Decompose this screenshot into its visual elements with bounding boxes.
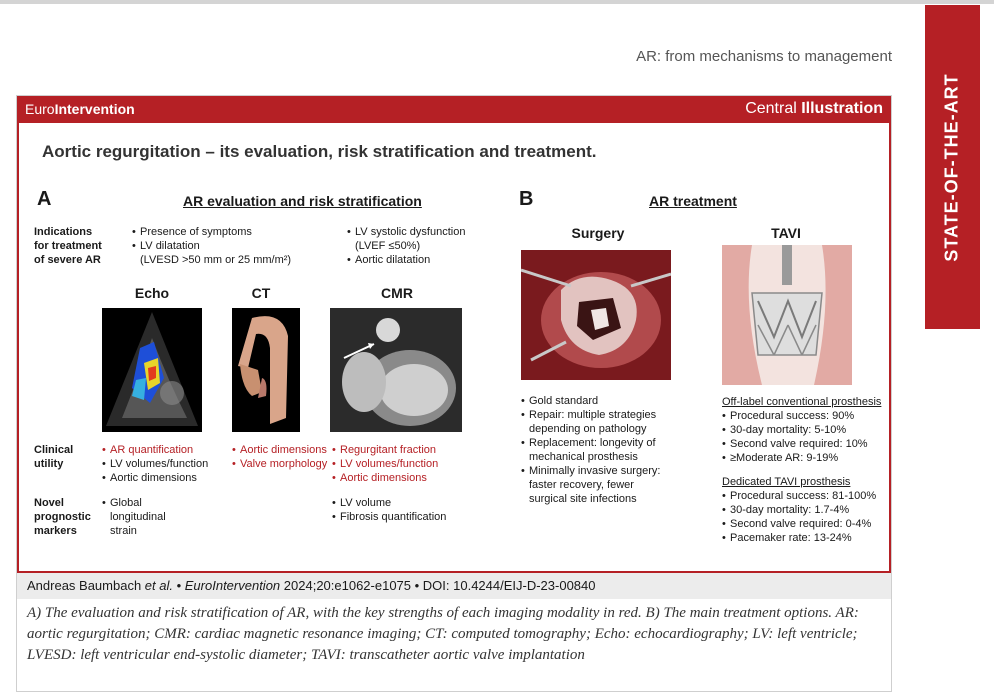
list-item: • Presence of symptoms [132,225,291,239]
list-item: • Pacemaker rate: 13-24% [722,531,876,545]
list-item: strain [110,525,137,537]
list-item: • 30-day mortality: 5-10% [722,423,868,437]
brand-bold: Intervention [54,101,135,117]
panel-a-letter: A [37,188,52,210]
label-line: Novel [34,497,64,509]
list-item: • Fibrosis quantification [332,510,446,524]
journal-brand [25,101,135,117]
tavi-image [722,245,852,385]
echo-image-art [102,308,202,432]
list-item: surgical site infections [529,493,637,505]
list-item: • Procedural success: 81-100% [722,489,876,503]
indications-list-2 [347,225,465,267]
list-item: faster recovery, fewer [529,479,634,491]
echo-novel-list [102,496,166,538]
list-item: • ≥Moderate AR: 9-19% [722,451,868,465]
list-item: • Gold standard [521,394,660,408]
list-item: • Replacement: longevity of [521,436,660,450]
label-line: of severe AR [34,254,101,266]
figure-header [17,96,891,123]
ct-image [232,308,300,432]
offlabel-heading: Off-label conventional prosthesis [722,396,882,408]
label-line: utility [34,458,64,470]
list-item: • Global [102,496,166,510]
citation-authors: Andreas Baumbach [27,578,145,593]
citation-details: 2024;20:e1062-e1075 • DOI: 10.4244/EIJ-D-23-00840 [280,578,596,593]
list-item: • LV dilatation [132,239,291,253]
tavi-title: TAVI [771,225,801,241]
list-item: (LVESD >50 mm or 25 mm/m²) [140,254,292,266]
central-illustration-label [745,100,883,118]
label-line: Indications [34,226,93,238]
offlabel-list [722,409,868,465]
list-item: • LV volumes/function [102,457,208,471]
central-bold: Illustration [801,100,883,117]
dedicated-heading: Dedicated TAVI prosthesis [722,476,851,488]
list-item: • AR quantification [102,443,208,457]
echo-utility-list [102,443,208,485]
figure-title: Aortic regurgitation – its evaluation, risk stratification and treatment. [42,142,597,161]
label-line: for treatment [34,240,102,252]
indications-label [34,225,102,267]
central-illustration [16,95,892,692]
panel-b-heading: AR treatment [649,193,737,209]
modality-echo: Echo [134,285,170,301]
list-item: • Minimally invasive surgery: [521,464,660,478]
central-prefix: Central [745,100,802,117]
label-line: Clinical [34,444,74,456]
dedicated-list [722,489,876,545]
surgery-image-art [521,250,671,380]
cmr-image-art [330,308,462,432]
surgery-points-list [521,394,660,506]
cmr-image [330,308,462,432]
running-head: AR: from mechanisms to management [636,48,892,65]
list-item: • Procedural success: 90% [722,409,868,423]
list-item: • LV systolic dysfunction [347,225,465,239]
list-item: • Regurgitant fraction [332,443,438,457]
tavi-image-art [722,245,852,385]
citation-band [17,573,891,599]
top-rule [0,0,994,4]
list-item: (LVEF ≤50%) [355,240,421,252]
indications-list-1 [132,225,291,267]
list-item: • Repair: multiple strategies [521,408,660,422]
list-item: mechanical prosthesis [529,451,638,463]
list-item: • 30-day mortality: 1.7-4% [722,503,876,517]
section-tab-label: STATE-OF-THE-ART [942,72,962,262]
list-item: longitudinal [110,511,166,523]
list-item: • LV volumes/function [332,457,438,471]
list-item: • Second valve required: 0-4% [722,517,876,531]
cmr-novel-list [332,496,446,524]
list-item: • Aortic dilatation [347,253,465,267]
modality-cmr: CMR [381,285,413,301]
list-item: • Aortic dimensions [232,443,327,457]
cmr-utility-list [332,443,438,485]
citation-journal: EuroIntervention [184,578,281,593]
label-line: markers [34,525,77,537]
list-item: • Aortic dimensions [332,471,438,485]
brand-prefix: Euro [25,101,55,117]
panel-a-heading: AR evaluation and risk stratification [183,193,422,209]
citation-separator: • [172,578,185,593]
ct-image-art [232,308,300,432]
list-item: • Second valve required: 10% [722,437,868,451]
panel-b-letter: B [519,188,534,210]
surgery-image [521,250,671,380]
label-line: prognostic [34,511,91,523]
novel-markers-label [34,496,91,538]
list-item: • Aortic dimensions [102,471,208,485]
list-item: • Valve morphology [232,457,327,471]
figure-caption: A) The evaluation and risk stratification of AR, with the key strengths of each imaging modality in red. B) The main treatment options. AR: aortic regurgitation; CMR: cardiac magnetic resonance imaging; CT: computed tomography; Echo: echocardiography; LV: left ventricle; LVESD: left ventricular end-systolic diameter; TAVI: transcatheter aortic valve implantation [27,605,859,663]
clinical-utility-label [34,443,73,471]
section-tab [925,5,980,329]
surgery-title: Surgery [571,225,625,241]
modality-ct: CT [251,285,271,301]
citation-etal: et al. [144,578,173,593]
ct-utility-list [232,443,327,471]
echo-image [102,308,202,432]
list-item: depending on pathology [529,423,647,435]
list-item: • LV volume [332,496,446,510]
